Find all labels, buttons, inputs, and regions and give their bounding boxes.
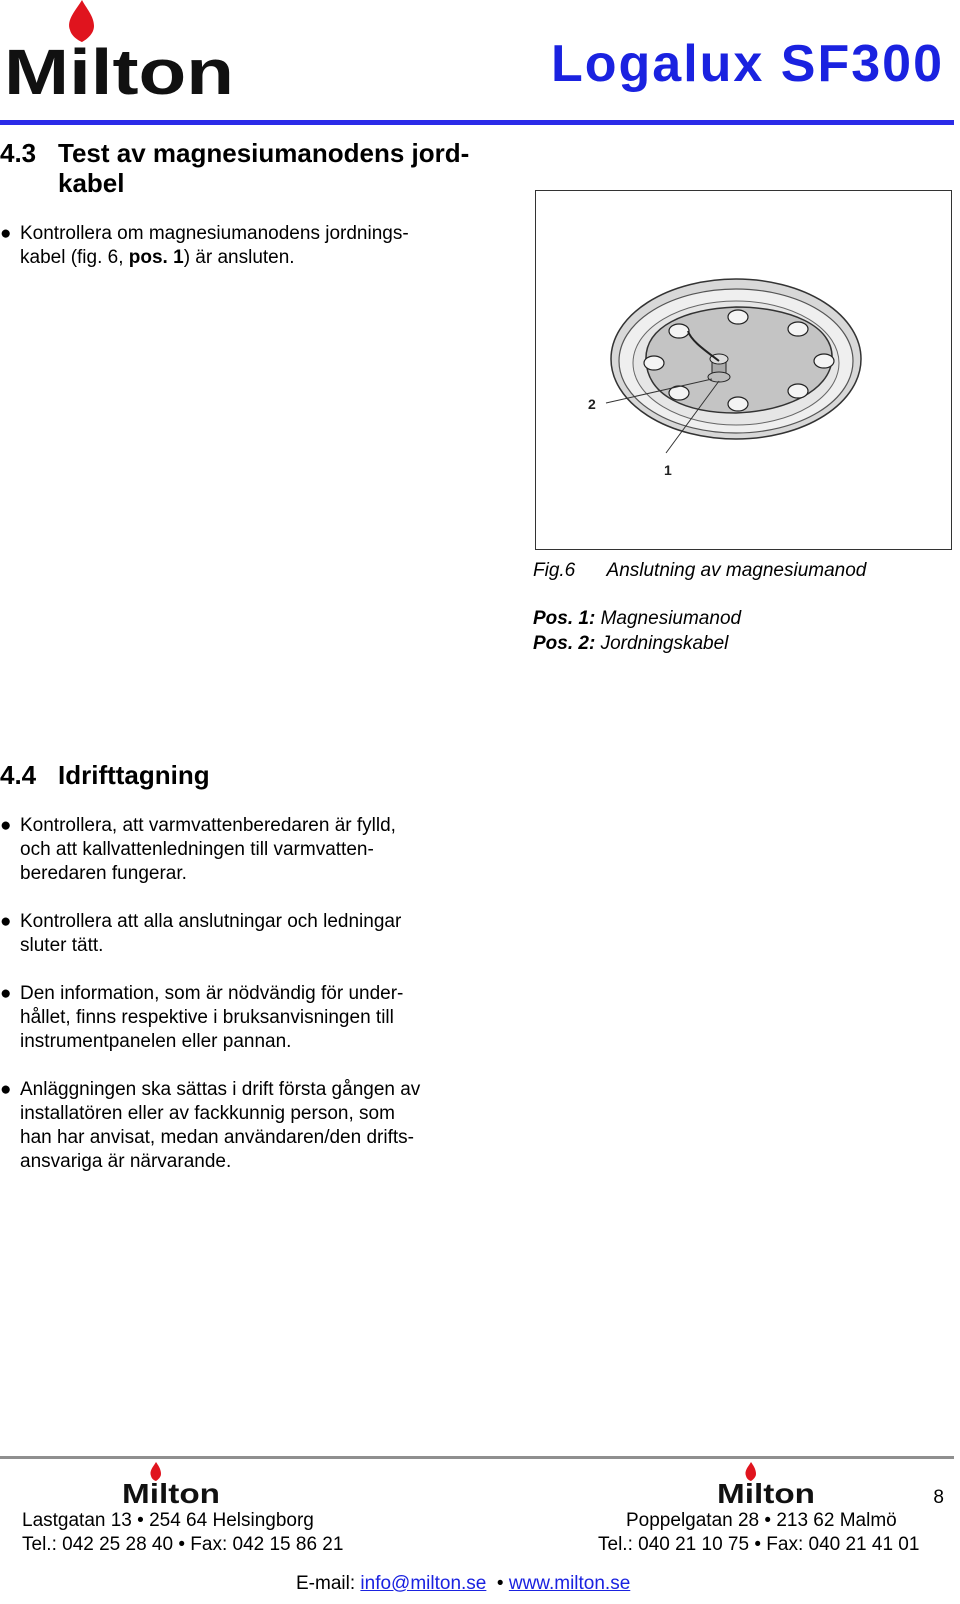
bullet-line: Anläggningen ska sättas i drift första gången av: [20, 1079, 421, 1100]
logo-wordmark: Milton: [717, 1478, 815, 1506]
section-4-3-bullet: [0, 222, 470, 270]
bullet-line: och att kallvattenledningen till varmvatten-: [20, 839, 374, 860]
bullet-line: ansvariga är närvarande.: [20, 1151, 232, 1172]
figure-6: [535, 190, 952, 550]
milton-logo: [4, 0, 236, 100]
magnesium-anode-illustration: [536, 191, 950, 548]
bullet-icon: ●: [0, 983, 12, 1004]
logo-wordmark: Milton: [4, 36, 234, 100]
figure-pos-1: [533, 608, 741, 630]
section-4-4-heading: [0, 760, 210, 790]
email-link[interactable]: info@milton.se: [360, 1573, 487, 1594]
footer-left-address: [22, 1509, 343, 1557]
figure-pos-2: [533, 633, 728, 655]
product-title: Logalux SF300: [551, 35, 944, 93]
section-title: Idrifttagning: [58, 760, 210, 790]
bullet-line: hållet, finns respektive i bruksanvisningen till: [20, 1007, 394, 1028]
section-title-line1: Test av magnesiumanodens jord-: [58, 138, 470, 168]
footer-logo-right: [717, 1462, 817, 1506]
caption-label: Fig.6: [533, 560, 576, 581]
bullet-line: Kontrollera att alla anslutningar och ledningar: [20, 911, 402, 932]
bullet-text-cont: kabel (fig. 6,: [20, 247, 129, 268]
address-line: Poppelgatan 28 • 213 62 Malmö: [626, 1510, 897, 1531]
bullet-icon: ●: [0, 1079, 12, 1100]
bullet-icon: ●: [0, 815, 12, 836]
section-4-4-bullet-3: [0, 982, 470, 1054]
section-4-4-bullet-2: [0, 910, 470, 958]
address-line: Lastgatan 13 • 254 64 Helsingborg: [22, 1510, 314, 1531]
phone-line: Tel.: 040 21 10 75 • Fax: 040 21 41 01: [598, 1534, 920, 1555]
caption-text: Anslutning av magnesiumanod: [606, 560, 867, 581]
figure-caption: [533, 560, 866, 582]
footer-logo-left: [122, 1462, 222, 1506]
section-number: 4.3: [0, 138, 37, 168]
section-4-3-heading: [0, 138, 469, 198]
section-4-4-bullet-1: [0, 814, 470, 886]
pos1-text: Magnesiumanod: [600, 608, 742, 629]
section-number: 4.4: [0, 760, 37, 790]
separator: •: [496, 1573, 504, 1594]
bullet-line: beredaren fungerar.: [20, 863, 187, 884]
callout-1: 1: [664, 462, 672, 478]
website-link[interactable]: www.milton.se: [508, 1573, 631, 1594]
header-rule: [0, 120, 954, 125]
pos-reference: pos. 1: [128, 247, 184, 268]
bullet-line: Kontrollera, att varmvattenberedaren är fylld,: [20, 815, 396, 836]
logo-wordmark: Milton: [122, 1478, 220, 1506]
bullet-text: Kontrollera om magnesiumanodens jordnings-: [20, 223, 409, 244]
footer-contact: [296, 1572, 630, 1596]
footer-right-address: [598, 1509, 919, 1557]
footer-rule: [0, 1456, 954, 1459]
phone-line: Tel.: 042 25 28 40 • Fax: 042 15 86 21: [22, 1534, 344, 1555]
page-number: 8: [933, 1487, 944, 1508]
bullet-line: sluter tätt.: [20, 935, 104, 956]
bullet-line: han har anvisat, medan användaren/den drifts-: [20, 1127, 414, 1148]
section-4-4-bullet-4: [0, 1078, 470, 1174]
email-label: E-mail:: [296, 1573, 356, 1594]
bullet-icon: ●: [0, 223, 12, 244]
bullet-icon: ●: [0, 911, 12, 932]
section-title-line2: kabel: [58, 168, 125, 198]
pos2-text: Jordningskabel: [600, 633, 729, 654]
pos1-label: Pos. 1:: [533, 608, 596, 629]
pos2-label: Pos. 2:: [533, 633, 596, 654]
bullet-line: instrumentpanelen eller pannan.: [20, 1031, 292, 1052]
bullet-line: installatören eller av fackkunnig person, som: [20, 1103, 395, 1124]
callout-2: 2: [588, 396, 596, 412]
bullet-text-end: ) är ansluten.: [183, 247, 295, 268]
bullet-line: Den information, som är nödvändig för under-: [20, 983, 404, 1004]
